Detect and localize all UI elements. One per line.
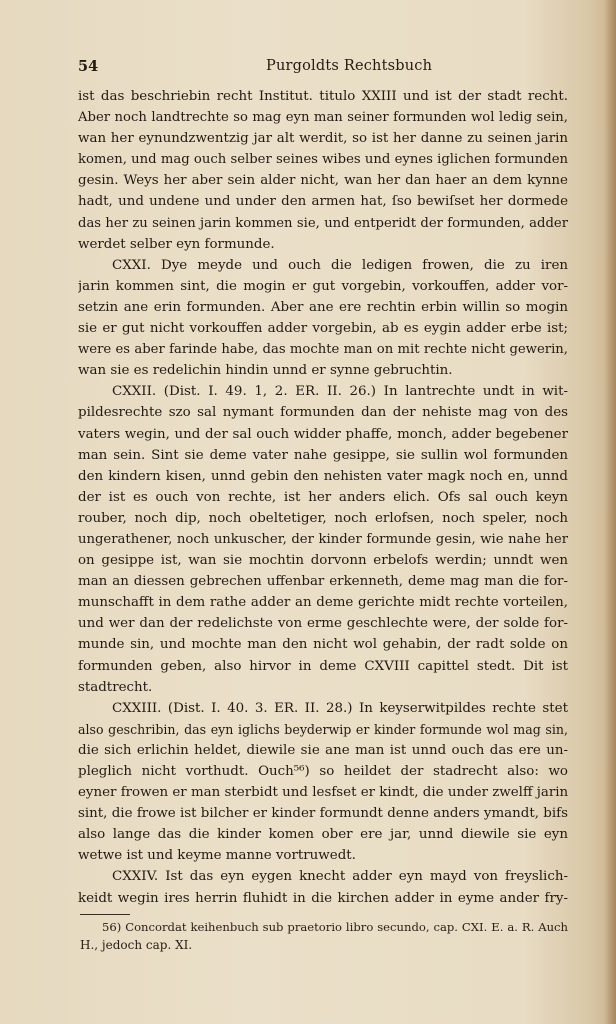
text-line: on gesippe ist, wan sie mochtin dorvonn erbelofs werdin; unndt wen xyxy=(78,553,568,569)
text-line: eyner frowen er man sterbidt und lesfset er kindt, die under zwelff jarin xyxy=(78,785,568,801)
text-line: pildesrechte szo sal nymant formunden dan der nehiste mag von des xyxy=(78,405,568,421)
text-line: hadt, und undene und under den armen hat, ſso bewiſset her dormede xyxy=(78,194,568,210)
text-line: setzin ane erin formunden. Aber ane ere rechtin erbin willin so mogin xyxy=(78,299,568,315)
footnote-line: 56) Concordat keihenbuch sub praetorio libro secundo, cap. CXI. E. a. R. Auch xyxy=(102,920,568,934)
text-line: rouber, noch dip, noch obeltetiger, noch erlofsen, noch speler, noch xyxy=(78,510,568,526)
text-line: ist das beschriebin recht Institut. titulo XXIII und ist der stadt recht. xyxy=(78,89,568,104)
page-header xyxy=(78,58,568,80)
text-line: man an diessen gebrechen uffenbar erkenneth, deme mag man die for- xyxy=(78,574,568,590)
text-line: wetwe ist und keyme manne vortruwedt. xyxy=(78,848,356,864)
text-line: keidt wegin ires herrin fluhidt in die kirchen adder in eyme ander fry- xyxy=(78,890,568,906)
text-line: komen, und mag ouch selber seines wibes und eynes iglichen formunden xyxy=(78,152,568,168)
text-line: jarin kommen sint, die mogin er gut vorgebin, vorkouffen, adder vor- xyxy=(78,278,568,294)
text-line: Aber noch landtrechte so mag eyn man seiner formunden wol ledig sein, xyxy=(78,110,568,126)
text-line: werdet selber eyn formunde. xyxy=(78,236,275,252)
text-line: vaters wegin, und der sal ouch widder phaffe, monch, adder begebener xyxy=(78,426,568,442)
text-line: die sich erlichin heldet, diewile sie ane man ist unnd ouch das ere un- xyxy=(78,742,568,758)
text-line: wan sie es redelichin hindin unnd er synne gebruchtin. xyxy=(78,363,453,379)
text-line: sie er gut nicht vorkouffen adder vorgebin, ab es eygin adder erbe ist; xyxy=(78,321,568,337)
text-line: man sein. Sint sie deme vater nahe gesippe, sie sullin wol formunden xyxy=(78,447,568,463)
text-line: und wer dan der redelichste von erme geschlechte were, der solde for- xyxy=(78,616,568,632)
text-line: gesin. Weys her aber sein alder nicht, wan her dan haer an dem kynne xyxy=(78,173,568,189)
text-line: der ist es ouch von rechte, ist her anders elich. Ofs sal ouch keyn xyxy=(78,489,568,505)
text-line: stadtrecht. xyxy=(78,679,153,695)
text-line: das her zu seinen jarin kommen sie, und entperidt der formunden, adder xyxy=(78,215,568,231)
text-line: also geschribin, das eyn iglichs beyderwip er kinder formunde wol mag sin, xyxy=(78,721,568,737)
page-number: 54 xyxy=(78,58,99,75)
text-line: pleglich nicht vorthudt. Ouch⁵⁶) so heildet der stadrecht also: wo xyxy=(78,764,568,779)
section-heading-line: CXXII. (Dist. I. 49. 1, 2. ER. II. 26.) In lantrechte undt in wit- xyxy=(112,384,568,400)
text-line: sint, die frowe ist bilcher er kinder formundt denne anders ymandt, bifs xyxy=(78,806,568,822)
text-line: formunden geben, also hirvor in deme CXVIII capittel stedt. Dit ist xyxy=(78,658,568,674)
text-line: were es aber farinde habe, das mochte man on mit rechte nicht gewerin, xyxy=(78,342,568,358)
footnote xyxy=(80,918,568,954)
text-line: munde sin, und mochte man den nicht wol gehabin, der radt solde on xyxy=(78,637,568,653)
text-line: den kindern kisen, unnd gebin den nehisten vater magk noch en, unnd xyxy=(78,468,568,484)
text-line: munschafft in dem rathe adder an deme gerichte midt rechte vorteilen, xyxy=(78,595,568,611)
footnote-divider xyxy=(80,914,130,915)
running-title: Purgoldts Rechtsbuch xyxy=(266,58,433,74)
footnote-line: H., jedoch cap. XI. xyxy=(80,938,193,952)
page-edge-shadow xyxy=(604,0,616,1024)
text-line: wan her eynundzwentzig jar alt werdit, so ist her danne zu seinen jarin xyxy=(78,131,568,147)
section-heading-line: CXXI. Dye meyde und ouch die ledigen frowen, die zu iren xyxy=(112,257,568,273)
body-text xyxy=(78,86,568,909)
text-line: ungerathener, noch unkuscher, der kinder formunde gesin, wie nahe her xyxy=(78,531,568,547)
section-heading-line: CXXIV. Ist das eyn eygen knecht adder eyn mayd von freyslich- xyxy=(112,869,568,885)
text-line: also lange das die kinder komen ober ere jar, unnd diewile sie eyn xyxy=(78,827,568,843)
section-heading-line: CXXIII. (Dist. I. 40. 3. ER. II. 28.) In keyserwitpildes rechte stet xyxy=(112,700,568,716)
